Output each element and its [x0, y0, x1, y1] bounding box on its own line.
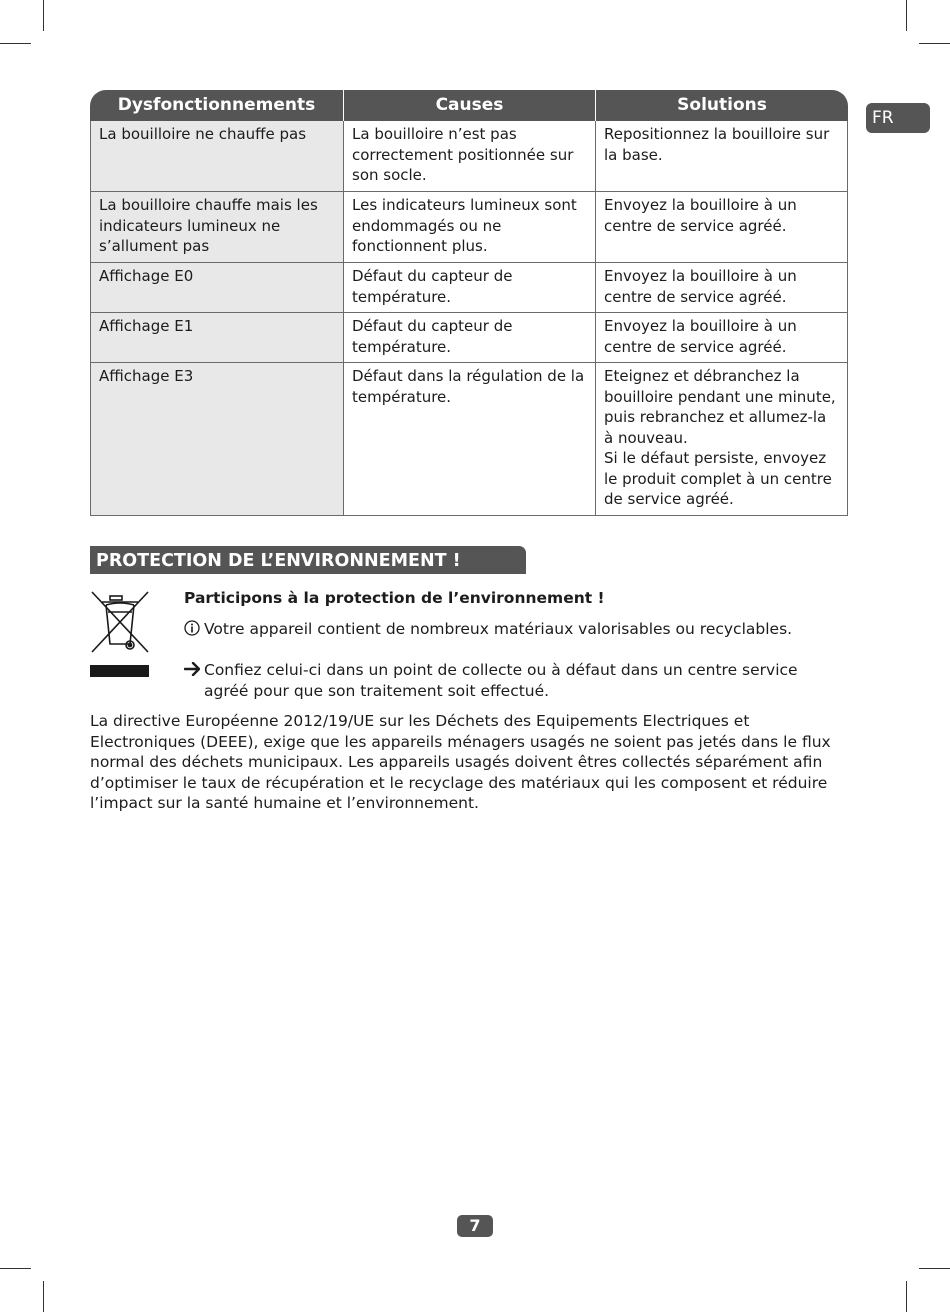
collect-statement [184, 660, 824, 701]
header-solutions: Solutions [595, 90, 848, 121]
crop-mark [919, 43, 950, 44]
table-row [90, 363, 848, 516]
bin-underline-bar [90, 665, 149, 677]
environment-section-heading: PROTECTION DE L’ENVIRONNEMENT ! [90, 546, 526, 574]
solution-cell: Eteignez et débranchez la bouilloire pendant une minute, puis rebranchez et allumez-la à nouveau. Si le défaut persiste, envoyez le produit complet à un centre de service agréé. [595, 363, 848, 516]
malfunction-cell: Affichage E3 [90, 363, 343, 516]
malfunction-cell: La bouilloire ne chauffe pas [90, 121, 343, 192]
cause-cell: Les indicateurs lumineux sont endommagés ou ne fonctionnent plus. [343, 192, 595, 263]
info-icon [184, 620, 200, 636]
malfunction-cell: La bouilloire chauffe mais les indicateurs lumineux ne s’allument pas [90, 192, 343, 263]
crop-mark [919, 1268, 950, 1269]
cause-cell: Défaut dans la régulation de la température. [343, 363, 595, 516]
crossed-out-bin-icon [90, 590, 150, 656]
solution-cell: Envoyez la bouilloire à un centre de service agréé. [595, 313, 848, 363]
arrow-right-icon [184, 662, 200, 676]
cause-cell: La bouilloire n’est pas correctement positionnée sur son socle. [343, 121, 595, 192]
table-row [90, 313, 848, 363]
cause-cell: Défaut du capteur de température. [343, 313, 595, 363]
malfunction-cell: Affichage E0 [90, 263, 343, 313]
cause-cell: Défaut du capteur de température. [343, 263, 595, 313]
info-statement [184, 619, 792, 640]
solution-cell: Repositionnez la bouilloire sur la base. [595, 121, 848, 192]
crop-mark [43, 0, 44, 31]
table-row [90, 121, 848, 192]
crop-mark [906, 0, 907, 31]
crop-mark [906, 1281, 907, 1312]
table-row [90, 192, 848, 263]
crop-mark [0, 1268, 31, 1269]
solution-cell: Envoyez la bouilloire à un centre de service agréé. [595, 192, 848, 263]
solution-cell: Envoyez la bouilloire à un centre de service agréé. [595, 263, 848, 313]
table-row [90, 263, 848, 313]
page-number: 7 [457, 1215, 493, 1237]
language-tab: FR [866, 103, 930, 133]
header-causes: Causes [343, 90, 595, 121]
crop-mark [0, 43, 31, 44]
malfunction-cell: Affichage E1 [90, 313, 343, 363]
troubleshooting-table [90, 90, 848, 516]
environment-title: Participons à la protection de l’environnement ! [184, 589, 605, 607]
weee-directive-paragraph: La directive Européenne 2012/19/UE sur les Déchets des Equipements Electriques et Electroniques (DEEE), exige que les appareils ménagers usagés ne soient pas jetés dans le flux normal des déchets municipaux. Les appareils usagés doivent êtres collectés séparément afin d’optimiser le taux de récupération et le recyclage des matériaux qui les composent et réduire l’impact sur la santé humaine et l’environnement. [90, 712, 831, 812]
table-header-row [90, 90, 848, 121]
header-malfunctions: Dysfonctionnements [90, 90, 343, 121]
crop-mark [43, 1281, 44, 1312]
collect-text: Confiez celui-ci dans un point de collecte ou à défaut dans un centre service agréé pour que son traitement soit effectué. [204, 661, 798, 700]
info-text: Votre appareil contient de nombreux matériaux valorisables ou recyclables. [204, 620, 793, 638]
